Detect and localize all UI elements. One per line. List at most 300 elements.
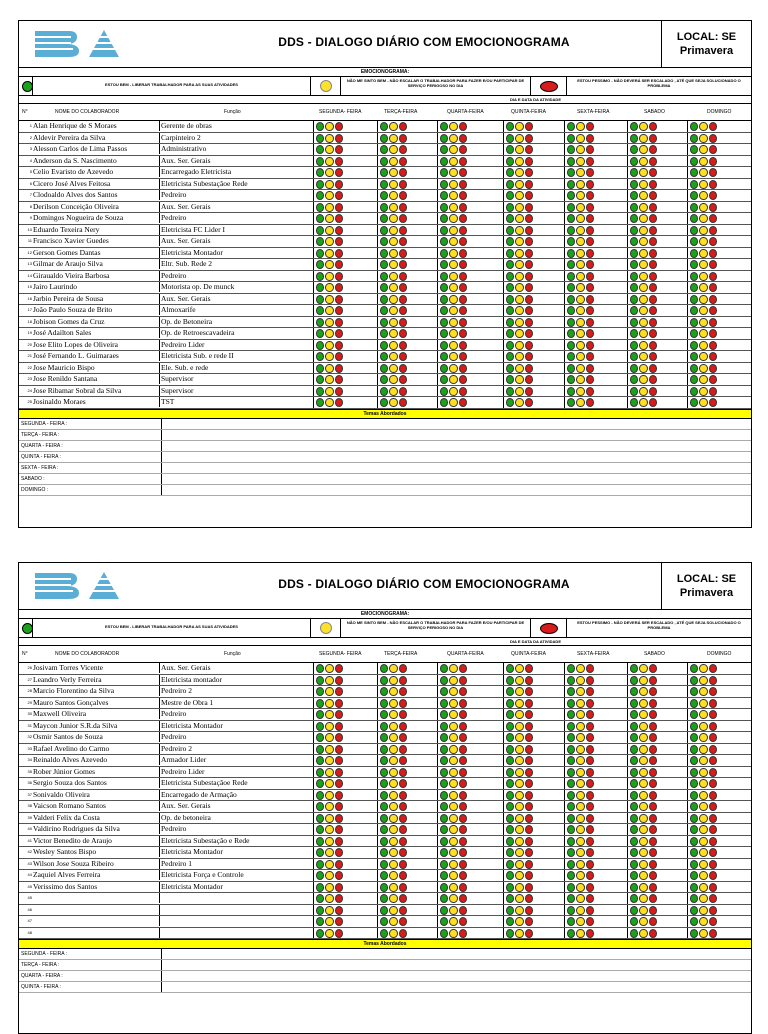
tema-day-row[interactable]: QUINTA - FEIRA : bbox=[19, 452, 751, 463]
green-face-icon[interactable] bbox=[440, 191, 448, 200]
yellow-face-icon[interactable] bbox=[325, 134, 333, 143]
yellow-face-icon[interactable] bbox=[576, 906, 584, 915]
yellow-face-icon[interactable] bbox=[389, 848, 397, 857]
emotion-selector[interactable] bbox=[440, 329, 467, 337]
red-face-icon[interactable] bbox=[399, 180, 407, 189]
emotion-selector[interactable] bbox=[690, 375, 717, 383]
yellow-face-icon[interactable] bbox=[325, 260, 333, 269]
emotion-selector[interactable] bbox=[506, 779, 533, 787]
red-face-icon[interactable] bbox=[649, 687, 657, 696]
red-face-icon[interactable] bbox=[399, 814, 407, 823]
green-face-icon[interactable] bbox=[440, 341, 448, 350]
emotion-selector[interactable] bbox=[506, 687, 533, 695]
yellow-face-icon[interactable] bbox=[639, 387, 647, 396]
yellow-face-icon[interactable] bbox=[325, 318, 333, 327]
yellow-face-icon[interactable] bbox=[515, 906, 523, 915]
green-face-icon[interactable] bbox=[690, 906, 698, 915]
green-face-icon[interactable] bbox=[690, 375, 698, 384]
green-face-icon[interactable] bbox=[316, 768, 324, 777]
yellow-face-icon[interactable] bbox=[449, 906, 457, 915]
green-face-icon[interactable] bbox=[440, 929, 448, 938]
red-face-icon[interactable] bbox=[459, 364, 467, 373]
yellow-face-icon[interactable] bbox=[576, 768, 584, 777]
emotion-selector[interactable] bbox=[630, 283, 657, 291]
red-face-icon[interactable] bbox=[459, 168, 467, 177]
green-face-icon[interactable] bbox=[440, 122, 448, 131]
emotion-selector[interactable] bbox=[567, 283, 594, 291]
red-face-icon[interactable] bbox=[335, 802, 343, 811]
red-face-icon[interactable] bbox=[709, 699, 717, 708]
red-face-icon[interactable] bbox=[335, 894, 343, 903]
emotion-selector[interactable] bbox=[506, 387, 533, 395]
emotion-selector[interactable] bbox=[440, 191, 467, 199]
green-face-icon[interactable] bbox=[316, 364, 324, 373]
red-face-icon[interactable] bbox=[399, 214, 407, 223]
emotion-selector[interactable] bbox=[316, 329, 343, 337]
red-face-icon[interactable] bbox=[525, 364, 533, 373]
green-face-icon[interactable] bbox=[380, 814, 388, 823]
red-face-icon[interactable] bbox=[335, 710, 343, 719]
green-face-icon[interactable] bbox=[380, 134, 388, 143]
green-face-icon[interactable] bbox=[380, 306, 388, 315]
emotion-selector[interactable] bbox=[630, 871, 657, 879]
emotion-selector[interactable] bbox=[690, 364, 717, 372]
yellow-face-icon[interactable] bbox=[639, 329, 647, 338]
yellow-face-icon[interactable] bbox=[389, 929, 397, 938]
yellow-face-icon[interactable] bbox=[389, 375, 397, 384]
red-face-icon[interactable] bbox=[525, 237, 533, 246]
emotion-selector[interactable] bbox=[440, 168, 467, 176]
emotion-selector[interactable] bbox=[440, 929, 467, 937]
red-face-icon[interactable] bbox=[649, 825, 657, 834]
red-face-icon[interactable] bbox=[399, 860, 407, 869]
red-face-icon[interactable] bbox=[709, 848, 717, 857]
red-face-icon[interactable] bbox=[586, 214, 594, 223]
yellow-face-icon[interactable] bbox=[515, 687, 523, 696]
green-face-icon[interactable] bbox=[567, 375, 575, 384]
red-face-icon[interactable] bbox=[649, 768, 657, 777]
green-face-icon[interactable] bbox=[567, 226, 575, 235]
emotion-selector[interactable] bbox=[690, 398, 717, 406]
red-face-icon[interactable] bbox=[709, 260, 717, 269]
green-face-icon[interactable] bbox=[316, 848, 324, 857]
emotion-selector[interactable] bbox=[380, 733, 407, 741]
yellow-face-icon[interactable] bbox=[515, 203, 523, 212]
green-face-icon[interactable] bbox=[440, 802, 448, 811]
emotion-selector[interactable] bbox=[630, 249, 657, 257]
green-face-icon[interactable] bbox=[316, 168, 324, 177]
green-face-icon[interactable] bbox=[690, 756, 698, 765]
green-face-icon[interactable] bbox=[440, 364, 448, 373]
yellow-face-icon[interactable] bbox=[639, 929, 647, 938]
red-face-icon[interactable] bbox=[525, 145, 533, 154]
yellow-face-icon[interactable] bbox=[576, 249, 584, 258]
emotion-selector[interactable] bbox=[380, 883, 407, 891]
green-face-icon[interactable] bbox=[316, 837, 324, 846]
red-face-icon[interactable] bbox=[586, 768, 594, 777]
yellow-face-icon[interactable] bbox=[449, 779, 457, 788]
yellow-face-icon[interactable] bbox=[389, 733, 397, 742]
emotion-selector[interactable] bbox=[690, 157, 717, 165]
green-face-icon[interactable] bbox=[630, 733, 638, 742]
yellow-face-icon[interactable] bbox=[515, 745, 523, 754]
emotion-selector[interactable] bbox=[506, 306, 533, 314]
red-face-icon[interactable] bbox=[335, 157, 343, 166]
emotion-selector[interactable] bbox=[506, 237, 533, 245]
emotion-selector[interactable] bbox=[567, 191, 594, 199]
green-face-icon[interactable] bbox=[316, 203, 324, 212]
green-face-icon[interactable] bbox=[567, 352, 575, 361]
green-face-icon[interactable] bbox=[380, 272, 388, 281]
emotion-selector[interactable] bbox=[506, 699, 533, 707]
red-face-icon[interactable] bbox=[459, 398, 467, 407]
yellow-face-icon[interactable] bbox=[639, 180, 647, 189]
emotion-selector[interactable] bbox=[380, 791, 407, 799]
yellow-face-icon[interactable] bbox=[639, 341, 647, 350]
red-face-icon[interactable] bbox=[459, 341, 467, 350]
red-face-icon[interactable] bbox=[335, 722, 343, 731]
red-face-icon[interactable] bbox=[335, 848, 343, 857]
emotion-selector[interactable] bbox=[440, 134, 467, 142]
yellow-face-icon[interactable] bbox=[325, 722, 333, 731]
green-face-icon[interactable] bbox=[567, 318, 575, 327]
red-face-icon[interactable] bbox=[586, 226, 594, 235]
green-face-icon[interactable] bbox=[506, 168, 514, 177]
yellow-face-icon[interactable] bbox=[639, 745, 647, 754]
emotion-selector[interactable] bbox=[316, 272, 343, 280]
yellow-face-icon[interactable] bbox=[699, 145, 707, 154]
red-face-icon[interactable] bbox=[649, 237, 657, 246]
red-face-icon[interactable] bbox=[709, 768, 717, 777]
red-face-icon[interactable] bbox=[709, 894, 717, 903]
green-face-icon[interactable] bbox=[316, 375, 324, 384]
emotion-selector[interactable] bbox=[506, 168, 533, 176]
red-face-icon[interactable] bbox=[525, 722, 533, 731]
yellow-face-icon[interactable] bbox=[699, 352, 707, 361]
yellow-face-icon[interactable] bbox=[639, 398, 647, 407]
yellow-face-icon[interactable] bbox=[389, 699, 397, 708]
emotion-selector[interactable] bbox=[506, 318, 533, 326]
yellow-face-icon[interactable] bbox=[449, 699, 457, 708]
red-face-icon[interactable] bbox=[586, 375, 594, 384]
yellow-face-icon[interactable] bbox=[576, 145, 584, 154]
red-face-icon[interactable] bbox=[649, 203, 657, 212]
yellow-face-icon[interactable] bbox=[576, 318, 584, 327]
green-face-icon[interactable] bbox=[506, 733, 514, 742]
emotion-selector[interactable] bbox=[567, 180, 594, 188]
red-face-icon[interactable] bbox=[649, 387, 657, 396]
green-face-icon[interactable] bbox=[316, 710, 324, 719]
emotion-selector[interactable] bbox=[380, 237, 407, 245]
green-face-icon[interactable] bbox=[567, 906, 575, 915]
yellow-face-icon[interactable] bbox=[325, 295, 333, 304]
yellow-face-icon[interactable] bbox=[576, 837, 584, 846]
red-face-icon[interactable] bbox=[335, 306, 343, 315]
yellow-face-icon[interactable] bbox=[515, 226, 523, 235]
red-face-icon[interactable] bbox=[525, 894, 533, 903]
emotion-selector[interactable] bbox=[380, 825, 407, 833]
emotion-selector[interactable] bbox=[567, 329, 594, 337]
emotion-selector[interactable] bbox=[316, 180, 343, 188]
yellow-face-icon[interactable] bbox=[325, 237, 333, 246]
emotion-selector[interactable] bbox=[316, 341, 343, 349]
yellow-face-icon[interactable] bbox=[325, 871, 333, 880]
green-face-icon[interactable] bbox=[630, 180, 638, 189]
yellow-face-icon[interactable] bbox=[449, 180, 457, 189]
emotion-selector[interactable] bbox=[567, 894, 594, 902]
red-face-icon[interactable] bbox=[649, 214, 657, 223]
yellow-face-icon[interactable] bbox=[325, 779, 333, 788]
red-face-icon[interactable] bbox=[525, 352, 533, 361]
red-face-icon[interactable] bbox=[709, 791, 717, 800]
emotion-selector[interactable] bbox=[440, 375, 467, 383]
green-face-icon[interactable] bbox=[380, 779, 388, 788]
green-face-icon[interactable] bbox=[690, 398, 698, 407]
red-face-icon[interactable] bbox=[399, 871, 407, 880]
red-face-icon[interactable] bbox=[649, 157, 657, 166]
red-face-icon[interactable] bbox=[459, 802, 467, 811]
green-face-icon[interactable] bbox=[440, 260, 448, 269]
yellow-face-icon[interactable] bbox=[449, 894, 457, 903]
yellow-face-icon[interactable] bbox=[389, 272, 397, 281]
red-face-icon[interactable] bbox=[335, 134, 343, 143]
yellow-face-icon[interactable] bbox=[576, 168, 584, 177]
red-face-icon[interactable] bbox=[399, 341, 407, 350]
green-face-icon[interactable] bbox=[316, 145, 324, 154]
green-face-icon[interactable] bbox=[506, 791, 514, 800]
red-face-icon[interactable] bbox=[459, 203, 467, 212]
red-face-icon[interactable] bbox=[335, 929, 343, 938]
yellow-face-icon[interactable] bbox=[449, 837, 457, 846]
red-face-icon[interactable] bbox=[649, 272, 657, 281]
red-face-icon[interactable] bbox=[459, 699, 467, 708]
green-face-icon[interactable] bbox=[316, 283, 324, 292]
emotion-selector[interactable] bbox=[630, 906, 657, 914]
yellow-face-icon[interactable] bbox=[639, 157, 647, 166]
red-face-icon[interactable] bbox=[649, 745, 657, 754]
green-face-icon[interactable] bbox=[567, 260, 575, 269]
red-face-icon[interactable] bbox=[649, 883, 657, 892]
yellow-face-icon[interactable] bbox=[699, 917, 707, 926]
green-face-icon[interactable] bbox=[567, 180, 575, 189]
red-face-icon[interactable] bbox=[459, 237, 467, 246]
red-face-icon[interactable] bbox=[586, 341, 594, 350]
emotion-selector[interactable] bbox=[567, 352, 594, 360]
green-face-icon[interactable] bbox=[316, 295, 324, 304]
red-face-icon[interactable] bbox=[335, 825, 343, 834]
emotion-selector[interactable] bbox=[567, 848, 594, 856]
red-face-icon[interactable] bbox=[335, 756, 343, 765]
yellow-face-icon[interactable] bbox=[325, 203, 333, 212]
green-face-icon[interactable] bbox=[316, 122, 324, 131]
green-face-icon[interactable] bbox=[506, 664, 514, 673]
yellow-face-icon[interactable] bbox=[576, 157, 584, 166]
yellow-face-icon[interactable] bbox=[449, 306, 457, 315]
yellow-face-icon[interactable] bbox=[515, 214, 523, 223]
green-face-icon[interactable] bbox=[440, 352, 448, 361]
green-face-icon[interactable] bbox=[380, 226, 388, 235]
red-face-icon[interactable] bbox=[459, 306, 467, 315]
yellow-face-icon[interactable] bbox=[639, 295, 647, 304]
red-face-icon[interactable] bbox=[586, 318, 594, 327]
red-face-icon[interactable] bbox=[709, 779, 717, 788]
yellow-face-icon[interactable] bbox=[639, 894, 647, 903]
emotion-selector[interactable] bbox=[316, 802, 343, 810]
green-face-icon[interactable] bbox=[506, 687, 514, 696]
red-face-icon[interactable] bbox=[709, 733, 717, 742]
yellow-face-icon[interactable] bbox=[515, 375, 523, 384]
green-face-icon[interactable] bbox=[440, 756, 448, 765]
emotion-selector[interactable] bbox=[567, 664, 594, 672]
green-face-icon[interactable] bbox=[380, 687, 388, 696]
emotion-selector[interactable] bbox=[567, 825, 594, 833]
emotion-selector[interactable] bbox=[380, 871, 407, 879]
yellow-face-icon[interactable] bbox=[576, 710, 584, 719]
green-face-icon[interactable] bbox=[630, 710, 638, 719]
red-face-icon[interactable] bbox=[649, 329, 657, 338]
red-face-icon[interactable] bbox=[709, 283, 717, 292]
red-face-icon[interactable] bbox=[709, 352, 717, 361]
green-face-icon[interactable] bbox=[380, 329, 388, 338]
emotion-selector[interactable] bbox=[690, 710, 717, 718]
green-face-icon[interactable] bbox=[380, 145, 388, 154]
red-face-icon[interactable] bbox=[649, 906, 657, 915]
green-face-icon[interactable] bbox=[630, 398, 638, 407]
green-face-icon[interactable] bbox=[316, 191, 324, 200]
emotion-selector[interactable] bbox=[316, 134, 343, 142]
red-face-icon[interactable] bbox=[399, 145, 407, 154]
yellow-face-icon[interactable] bbox=[389, 768, 397, 777]
emotion-selector[interactable] bbox=[567, 883, 594, 891]
yellow-face-icon[interactable] bbox=[639, 272, 647, 281]
green-face-icon[interactable] bbox=[380, 676, 388, 685]
red-face-icon[interactable] bbox=[525, 306, 533, 315]
emotion-selector[interactable] bbox=[440, 283, 467, 291]
red-face-icon[interactable] bbox=[649, 791, 657, 800]
green-face-icon[interactable] bbox=[316, 664, 324, 673]
red-face-icon[interactable] bbox=[709, 237, 717, 246]
yellow-face-icon[interactable] bbox=[699, 837, 707, 846]
green-face-icon[interactable] bbox=[380, 283, 388, 292]
yellow-face-icon[interactable] bbox=[576, 802, 584, 811]
emotion-selector[interactable] bbox=[316, 398, 343, 406]
green-face-icon[interactable] bbox=[690, 180, 698, 189]
emotion-selector[interactable] bbox=[630, 352, 657, 360]
red-face-icon[interactable] bbox=[335, 664, 343, 673]
green-face-icon[interactable] bbox=[316, 814, 324, 823]
yellow-face-icon[interactable] bbox=[639, 699, 647, 708]
red-face-icon[interactable] bbox=[335, 917, 343, 926]
emotion-selector[interactable] bbox=[690, 145, 717, 153]
green-face-icon[interactable] bbox=[567, 814, 575, 823]
green-face-icon[interactable] bbox=[690, 733, 698, 742]
yellow-face-icon[interactable] bbox=[699, 664, 707, 673]
yellow-face-icon[interactable] bbox=[699, 260, 707, 269]
emotion-selector[interactable] bbox=[506, 710, 533, 718]
yellow-face-icon[interactable] bbox=[449, 398, 457, 407]
emotion-selector[interactable] bbox=[316, 283, 343, 291]
red-face-icon[interactable] bbox=[709, 180, 717, 189]
emotion-selector[interactable] bbox=[506, 894, 533, 902]
yellow-face-icon[interactable] bbox=[389, 191, 397, 200]
emotion-selector[interactable] bbox=[316, 699, 343, 707]
emotion-selector[interactable] bbox=[630, 802, 657, 810]
red-face-icon[interactable] bbox=[459, 676, 467, 685]
emotion-selector[interactable] bbox=[630, 768, 657, 776]
emotion-selector[interactable] bbox=[690, 237, 717, 245]
emotion-selector[interactable] bbox=[440, 883, 467, 891]
yellow-face-icon[interactable] bbox=[699, 883, 707, 892]
green-face-icon[interactable] bbox=[567, 929, 575, 938]
red-face-icon[interactable] bbox=[399, 329, 407, 338]
green-face-icon[interactable] bbox=[690, 352, 698, 361]
red-face-icon[interactable] bbox=[399, 779, 407, 788]
red-face-icon[interactable] bbox=[459, 295, 467, 304]
yellow-face-icon[interactable] bbox=[389, 779, 397, 788]
emotion-selector[interactable] bbox=[440, 779, 467, 787]
emotion-selector[interactable] bbox=[690, 676, 717, 684]
emotion-selector[interactable] bbox=[440, 318, 467, 326]
red-face-icon[interactable] bbox=[709, 214, 717, 223]
yellow-face-icon[interactable] bbox=[699, 814, 707, 823]
yellow-face-icon[interactable] bbox=[449, 802, 457, 811]
yellow-face-icon[interactable] bbox=[389, 906, 397, 915]
red-face-icon[interactable] bbox=[525, 906, 533, 915]
yellow-face-icon[interactable] bbox=[389, 756, 397, 765]
emotion-selector[interactable] bbox=[380, 756, 407, 764]
green-face-icon[interactable] bbox=[440, 699, 448, 708]
green-face-icon[interactable] bbox=[690, 249, 698, 258]
red-face-icon[interactable] bbox=[649, 814, 657, 823]
yellow-face-icon[interactable] bbox=[449, 352, 457, 361]
emotion-selector[interactable] bbox=[506, 364, 533, 372]
yellow-face-icon[interactable] bbox=[639, 249, 647, 258]
green-face-icon[interactable] bbox=[506, 906, 514, 915]
emotion-selector[interactable] bbox=[316, 791, 343, 799]
yellow-face-icon[interactable] bbox=[576, 733, 584, 742]
red-face-icon[interactable] bbox=[649, 122, 657, 131]
red-face-icon[interactable] bbox=[586, 191, 594, 200]
red-face-icon[interactable] bbox=[399, 676, 407, 685]
tema-day-row[interactable]: SEXTA - FEIRA : bbox=[19, 463, 751, 474]
yellow-face-icon[interactable] bbox=[576, 226, 584, 235]
green-face-icon[interactable] bbox=[380, 802, 388, 811]
red-face-icon[interactable] bbox=[525, 341, 533, 350]
emotion-selector[interactable] bbox=[380, 837, 407, 845]
yellow-face-icon[interactable] bbox=[389, 249, 397, 258]
yellow-face-icon[interactable] bbox=[576, 791, 584, 800]
yellow-face-icon[interactable] bbox=[325, 329, 333, 338]
green-face-icon[interactable] bbox=[380, 341, 388, 350]
yellow-face-icon[interactable] bbox=[639, 676, 647, 685]
green-face-icon[interactable] bbox=[567, 272, 575, 281]
red-face-icon[interactable] bbox=[335, 768, 343, 777]
red-face-icon[interactable] bbox=[649, 710, 657, 719]
red-face-icon[interactable] bbox=[459, 375, 467, 384]
green-face-icon[interactable] bbox=[316, 249, 324, 258]
red-face-icon[interactable] bbox=[586, 745, 594, 754]
green-face-icon[interactable] bbox=[380, 157, 388, 166]
emotion-selector[interactable] bbox=[506, 249, 533, 257]
red-face-icon[interactable] bbox=[649, 145, 657, 154]
green-face-icon[interactable] bbox=[567, 249, 575, 258]
red-face-icon[interactable] bbox=[649, 375, 657, 384]
yellow-face-icon[interactable] bbox=[639, 237, 647, 246]
yellow-face-icon[interactable] bbox=[515, 814, 523, 823]
red-face-icon[interactable] bbox=[399, 191, 407, 200]
green-face-icon[interactable] bbox=[567, 917, 575, 926]
yellow-face-icon[interactable] bbox=[325, 756, 333, 765]
